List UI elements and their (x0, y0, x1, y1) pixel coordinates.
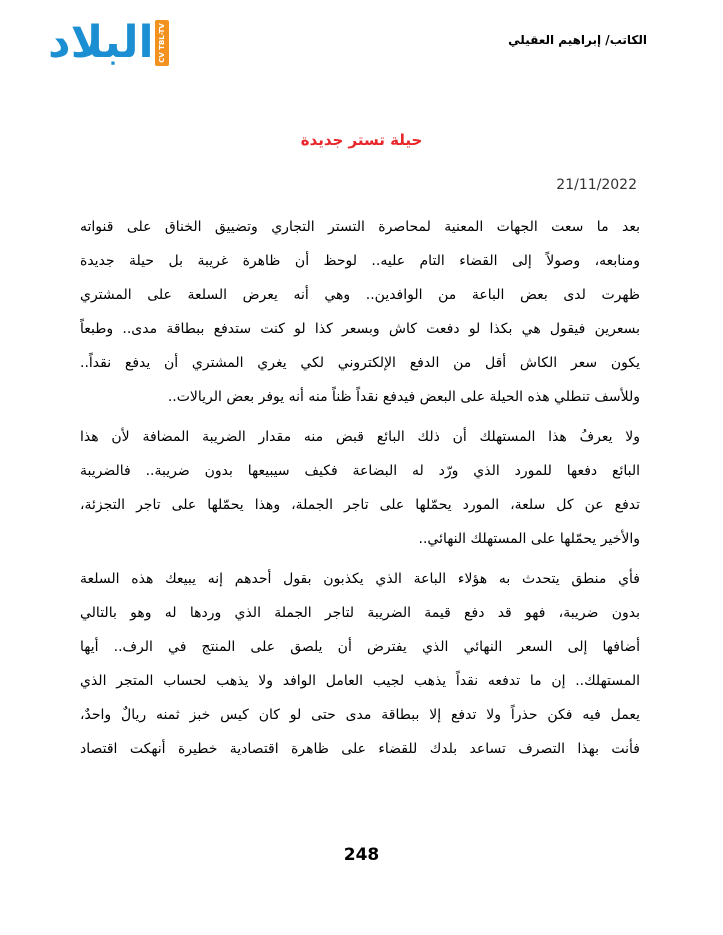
text-line: المستهلك.. إن ما تدفعه نقداً يذهب لجيب العامل الوافد ولا يذهب لحساب المتجر الذي (80, 673, 640, 689)
text-line: يكون سعر الكاش أقل من الدفع الإلكتروني لكي يغري المشتري أن يدفع نقداً.. (80, 355, 640, 371)
article-body (80, 210, 640, 772)
text-line: ظهرت لدى بعض الباعة من الوافدين.. وهي أنه يعرض السلعة على المشتري (80, 287, 640, 303)
author-name: الكاتب/ إبراهيم العقيلي (508, 33, 647, 47)
article-date: 21/11/2022 (556, 177, 637, 193)
text-line: ولا يعرفُ هذا المستهلك أن ذلك البائع قبض منه مقدار الضريبة المضافة لأن هذا (80, 429, 640, 445)
page-number: 248 (343, 845, 380, 865)
text-line: تدفع عن كل سلعة، المورد يحمّلها على تاجر الجملة، وهذا يحمّلها على تاجر التجزئة، (80, 497, 640, 513)
logo-wordmark: البلاد (48, 17, 154, 68)
logo-tag-badge (155, 20, 169, 66)
paragraph-1 (80, 210, 640, 414)
albilad-logo (48, 14, 178, 72)
text-line: فأنت بهذا التصرف تساعد بلدك للقضاء على ظاهرة اقتصادية خطيرة أنهكت اقتصاد (80, 741, 640, 757)
text-line: البائع دفعها للمورد الذي ورّد له البضاعة فكيف سيبيعها بدون ضريبة.. فالضريبة (80, 463, 640, 479)
text-line: ومنابعه، وصولاً إلى القضاء التام عليه.. لوحظ أن ظاهرة غريبة بل حيلة جديدة (80, 253, 640, 269)
text-line: بدون ضريبة، فهو قد دفع قيمة الضريبة لتاجر الجملة الذي وردها له وهو بالتالي (80, 605, 640, 621)
page-header (0, 0, 723, 80)
text-line: وللأسف تنطلي هذه الحيلة على البعض فيدفع نقداً ظناً منه أنه يوفر بعض الريالات.. (167, 389, 640, 405)
paragraph-2 (80, 420, 640, 556)
text-line: يعمل فيه فكن حذراً ولا تدفع إلا ببطاقة مدى حتى لو كان كيس خبز ثمنه ريالٌ واحدٌ، (80, 707, 640, 723)
logo-tag-text: CV TBL-TV (158, 23, 167, 63)
text-line: بسعرين فيقول هي بكذا لو دفعت كاش وبسعر كذا لو كنت ستدفع ببطاقة مدى.. وطبعاً (80, 321, 640, 337)
article-title: حيلة تستر جديدة (300, 131, 423, 149)
paragraph-3 (80, 562, 640, 766)
text-line: بعد ما سعت الجهات المعنية لمحاصرة التستر التجاري وتضييق الخناق على قنواته (80, 219, 640, 235)
text-line: أضافها إلى السعر النهائي الذي يفترض أن يلصق على المنتج في الرف.. أيها (80, 639, 640, 655)
text-line: والأخير يحمّلها على المستهلك النهائي.. (418, 531, 640, 547)
text-line: فأي منطق يتحدث به هؤلاء الباعة الذي يكذبون بقول أحدهم إنه يبيعك هذه السلعة (80, 571, 640, 587)
